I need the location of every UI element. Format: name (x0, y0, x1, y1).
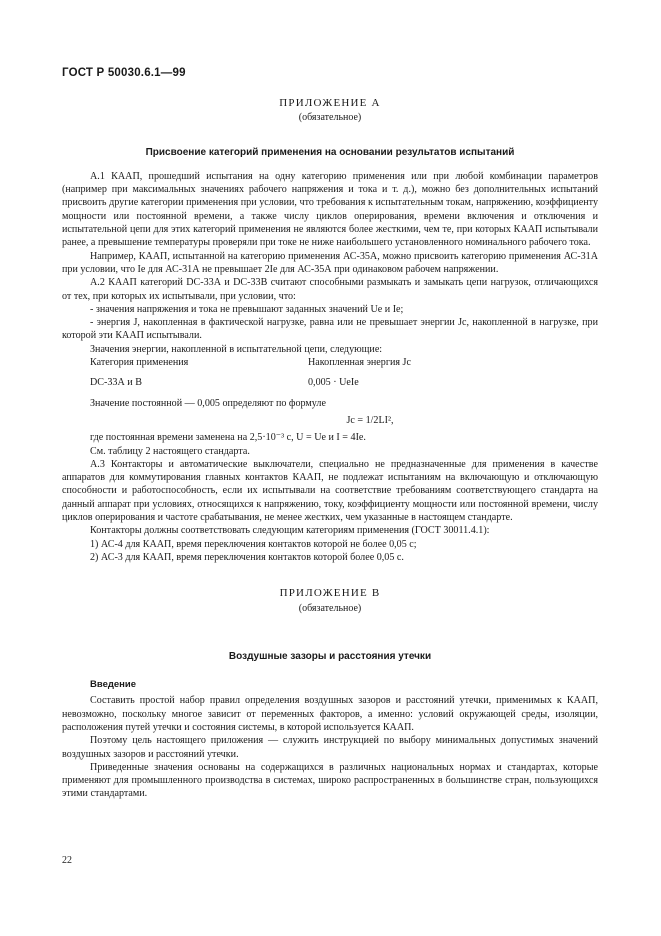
appendix-b-title: ПРИЛОЖЕНИЕ В (279, 587, 381, 600)
paragraph-a1-example: Например, КААП, испытанной на категорию применения АС-35А, можно присвоить категорию применения АС-31А при условии, что Iе для АС-31А не превышает 2Iе для АС-35А при одинаковом рабочем напряжении. (62, 250, 598, 275)
paragraph-contactors: Контакторы должны соответствовать следующим категориям применения (ГОСТ 30011.4.1): (90, 525, 490, 537)
paragraph-condition-2: - энергия J, накопленная в фактической нагрузке, равна или не превышает энергии Jс, накопленной в нагрузке, при которой эти КААП испытывали. (62, 317, 598, 342)
paragraph-list-1: 1) АС-4 для КААП, время переключения контактов которой не более 0,05 с; (90, 538, 417, 550)
paragraph-condition-1: - значения напряжения и тока не превышают заданных значений Uе и Iе; (90, 303, 404, 315)
table-header-category: Категория применения (90, 357, 189, 369)
appendix-a-heading: Присвоение категорий применения на основании результатов испытаний (145, 146, 515, 158)
paragraph-b-intro-2: Поэтому цель настоящего приложения — служить инструкцией по выбору минимальных допустимых значений воздушных зазоров и расстояний утечки. (62, 735, 598, 760)
table-header-energy: Накопленная энергия Jс (308, 357, 411, 369)
paragraph-formula-note: где постоянная времени заменена на 2,5·10⁻³ с, U = Uе и I = 4Iе. (90, 432, 366, 444)
paragraph-a3: А.3 Контакторы и автоматические выключатели, специально не предназначенные для применения в качестве аппаратов для коммутирования главных контактов КААП, не подлежат испытаниям на включающую и отключающую способности и работоспособность, если их испытывали на соответствие требованиям соответствующего стандарта на данный аппарат при условиях, относящихся к напряжению, току, коэффициенту мощности или постоянной времени, числу циклов оперирования и частоте срабатывания, не менее жестких, чем указанные в настоящем стандарте. (62, 458, 598, 524)
energy-table-row (62, 376, 598, 389)
table-cell-category: DС-33А и В (90, 377, 142, 389)
energy-formula: Jс = 1/2LI², (346, 414, 394, 426)
document-header: ГОСТ Р 50030.6.1—99 (62, 67, 186, 79)
paragraph-a2: А.2 КААП категорий DС-33А и DС-33В считают способными размыкать и замыкать цепи нагрузок, отличающихся от тех, при которых их испытывали, при условии, что: (62, 277, 598, 302)
paragraph-b-intro-3: Приведенные значения основаны на содержащихся в различных национальных нормах и стандартах, которые применяют для промышленного производства в системах, широко распространенных в большинстве стран, пользующихся этими стандартами. (62, 761, 598, 800)
paragraph-energy-intro: Значения энергии, накопленной в испытательной цепи, следующие: (90, 343, 383, 355)
paragraph-a1: А.1 КААП, прошедший испытания на одну категорию применения или при любой комбинации параметров (например при максимальных значениях рабочего напряжения и тока и т. д.), можно без дополнительных испытаний присвоить другие категории применения при условии, что требования к испытательным токам, напряжению, коэффициенту мощности или постоянной времени, а также числу циклов оперирования, времени включения и отключения и испытательной цепи для этих категорий применения не являются более жесткими, чем те, при которых КААП испытывали ранее, а превышение температуры проверяли при токе не ниже наибольшего установленного номинального рабочего тока. (62, 170, 598, 249)
table-cell-energy: 0,005 · UеIе (308, 377, 359, 389)
appendix-b-subtitle: (обязательное) (298, 602, 362, 614)
paragraph-constant: Значение постоянной — 0,005 определяют по формуле (90, 397, 326, 409)
paragraph-table-ref: См. таблицу 2 настоящего стандарта. (90, 445, 250, 457)
appendix-a-subtitle: (обязательное) (298, 112, 362, 124)
energy-table-header (62, 356, 598, 369)
paragraph-b-intro-1: Составить простой набор правил определения воздушных зазоров и расстояний утечки, применимых к КААП, невозможно, поскольку многое зависит от переменных факторов, а именно: условий окружающей среды, изоляции, расположения путей утечки и состояния системы, в которой используется КААП. (62, 695, 598, 733)
introduction-title: Введение (90, 679, 137, 691)
appendix-a-title: ПРИЛОЖЕНИЕ А (279, 97, 381, 109)
page-number: 22 (62, 855, 72, 866)
page-content (62, 97, 598, 801)
appendix-b-heading: Воздушные зазоры и расстояния утечки (228, 650, 432, 662)
paragraph-list-2: 2) АС-3 для КААП, время переключения контактов которой более 0,05 с. (90, 551, 404, 563)
